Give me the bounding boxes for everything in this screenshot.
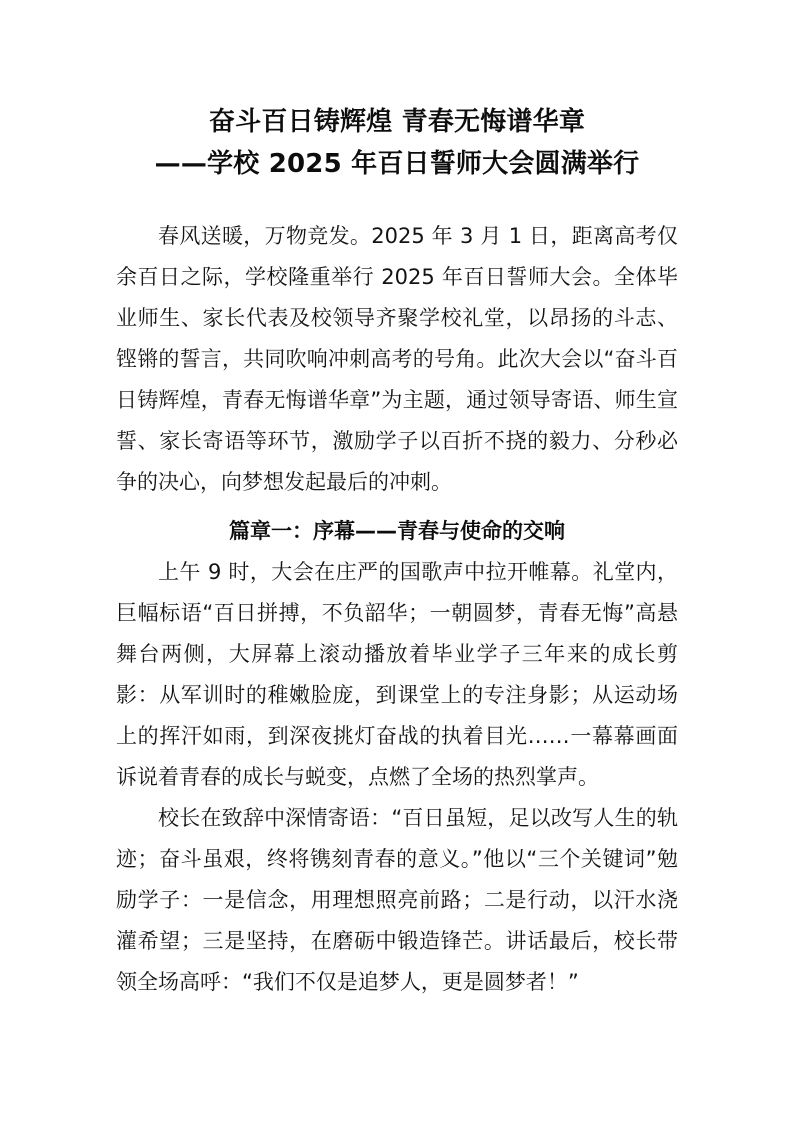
page-title [116,0,678,185]
paragraph-intro: 春风送暖，万物竞发。2025 年 3 月 1 日，距离高考仅余百日之际，学校隆重举行 2025 年百日誓师大会。全体毕业师生、家长代表及校领导齐聚学校礼堂，以昂扬的斗志、铿锵的誓言，共同吹响冲刺高考的号角。此次大会以“奋斗百日铸辉煌，青春无悔谱华章”为主题，通过领导寄语、师生宣誓、家长寄语等环节，激励学子以百折不挠的毅力、分秒必争的决心，向梦想发起最后的冲刺。 [116,224,678,494]
paragraph-principal-speech: 校长在致辞中深情寄语：“百日虽短，足以改写人生的轨迹；奋斗虽艰，终将镌刻青春的意义。”他以“三个关键词”勉励学子：一是信念，用理想照亮前路；二是行动，以汗水浇灌希望；三是坚持，在磨砺中锻造锋芒。讲话最后，校长带领全场高呼：“我们不仅是追梦人，更是圆梦者！” [116,806,678,994]
document-content [116,0,678,1003]
title-line-main: 奋斗百日铸辉煌 青春无悔谱华章 [208,107,586,137]
section-heading-chapter-one: 篇章一：序幕——青春与使命的交响 [229,519,565,543]
title-line-subtitle: ——学校 2025 年百日誓师大会圆满举行 [154,149,640,179]
paragraph-opening-ceremony: 上午 9 时，大会在庄严的国歌声中拉开帷幕。礼堂内，巨幅标语“百日拼搏，不负韶华；一朝圆梦，青春无悔”高悬舞台两侧，大屏幕上滚动播放着毕业学子三年来的成长剪影：从军训时的稚嫩脸庞，到课堂上的专注身影；从运动场上的挥汗如雨，到深夜挑灯奋战的执着目光……一幕幕画面诉说着青春的成长与蜕变，点燃了全场的热烈掌声。 [116,560,678,789]
